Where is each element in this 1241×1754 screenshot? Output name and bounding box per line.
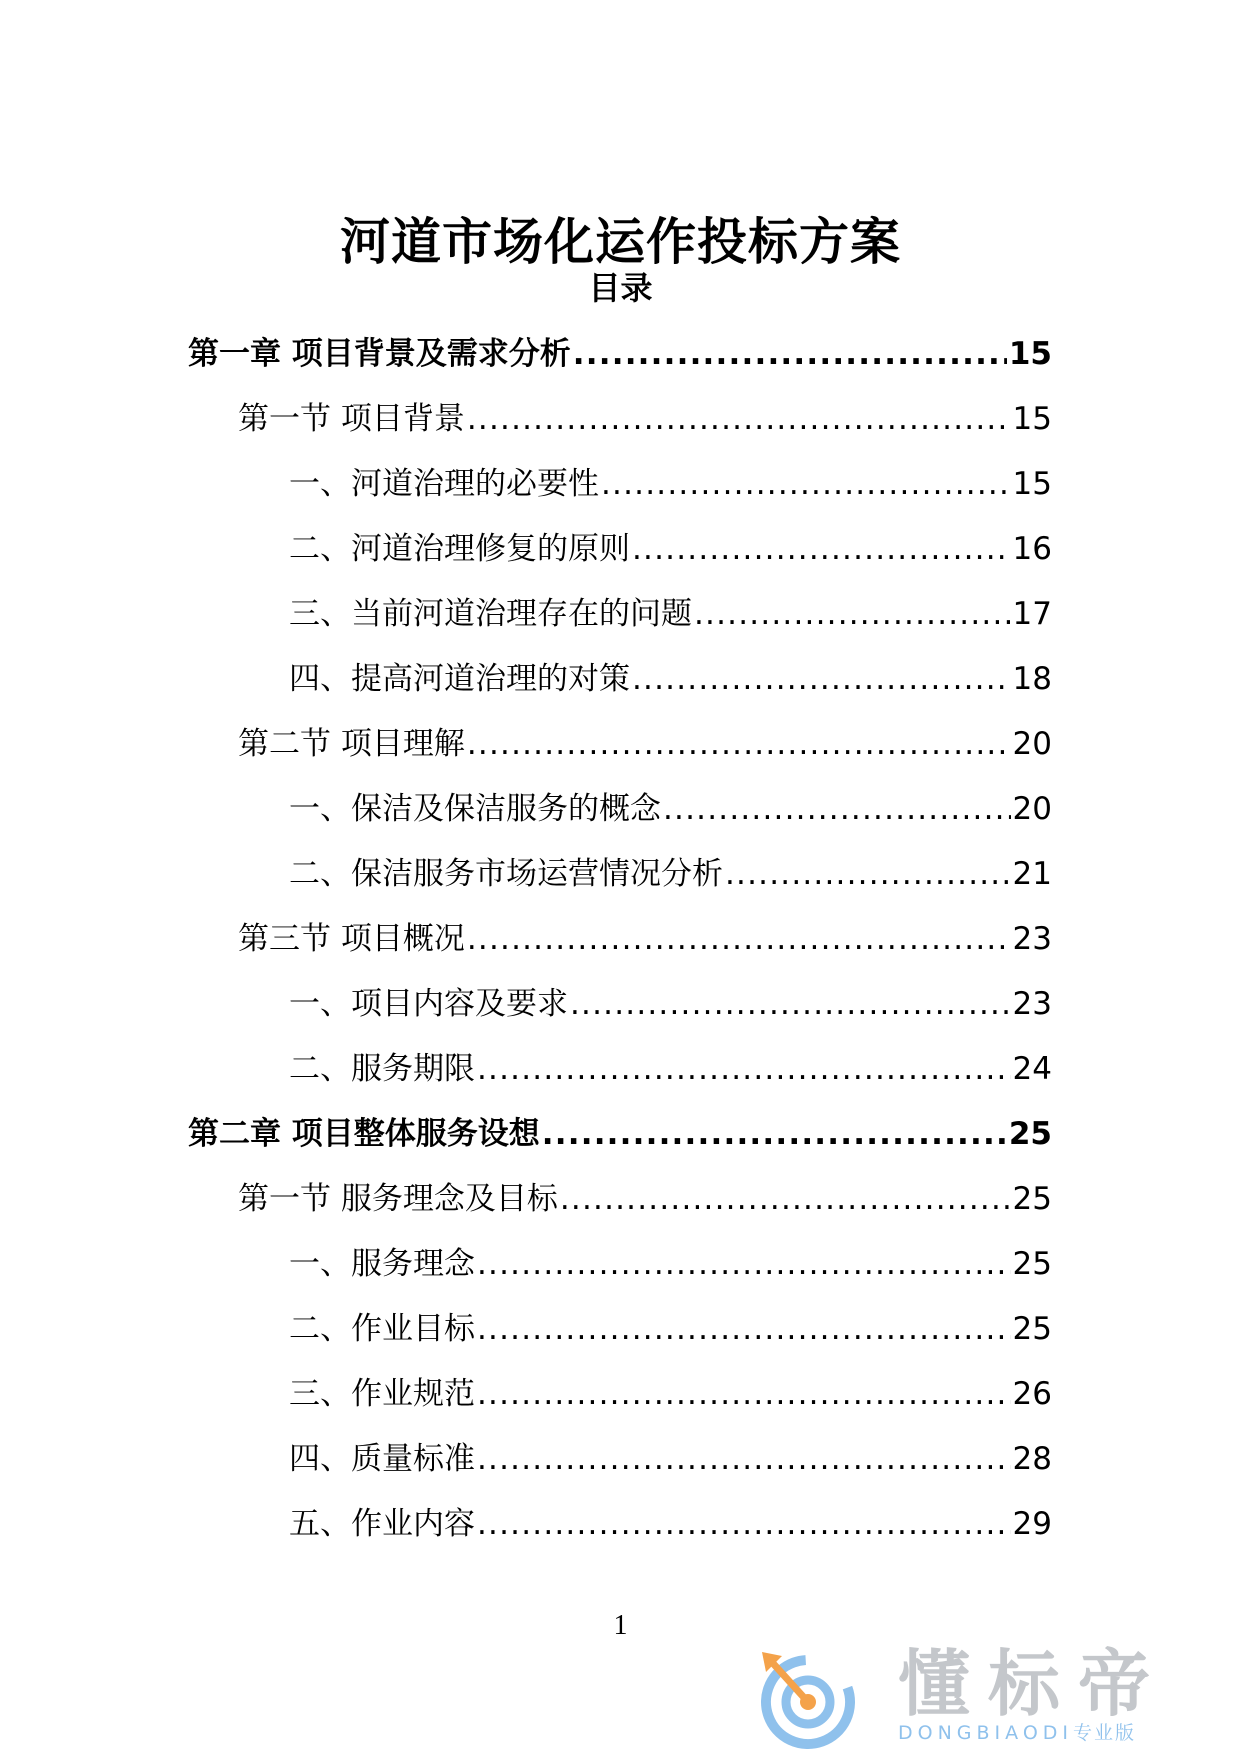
toc-entry-page: 25 xyxy=(1012,1311,1052,1347)
watermark-edition: 专业版 xyxy=(1073,1722,1137,1744)
toc-entry-page: 20 xyxy=(1012,791,1052,827)
toc-entry-title: 一、河道治理的必要性 xyxy=(289,466,599,502)
toc-entry[interactable] xyxy=(188,782,1052,847)
dot-leader xyxy=(477,1367,1011,1421)
toc-entry-page: 20 xyxy=(1012,726,1052,762)
toc-entry-page: 29 xyxy=(1012,1506,1052,1542)
dot-leader xyxy=(467,717,1011,771)
page-number: 1 xyxy=(613,1610,628,1641)
watermark-latin: DONGBIAODI xyxy=(898,1722,1074,1744)
toc-entry[interactable] xyxy=(188,847,1052,912)
target-logo-icon xyxy=(748,1638,868,1750)
watermark-name: 懂标帝 xyxy=(898,1642,1169,1726)
toc-entry[interactable] xyxy=(188,587,1052,652)
toc-entry-page: 15 xyxy=(1008,336,1052,372)
toc-entry-title: 第一节 服务理念及目标 xyxy=(238,1181,558,1217)
toc-entry-title: 第一章 项目背景及需求分析 xyxy=(188,336,571,372)
toc-entry-title: 一、项目内容及要求 xyxy=(289,986,568,1022)
toc-entry[interactable] xyxy=(188,1107,1052,1172)
toc-entry-title: 第一节 项目背景 xyxy=(238,401,465,437)
dot-leader xyxy=(632,652,1011,706)
toc-entry[interactable] xyxy=(188,392,1052,457)
toc-entry[interactable] xyxy=(188,327,1052,392)
toc-entry-page: 26 xyxy=(1012,1376,1052,1412)
toc-entry-title: 四、提高河道治理的对策 xyxy=(289,661,630,697)
toc-entry[interactable] xyxy=(188,1432,1052,1497)
toc-entry[interactable] xyxy=(188,977,1052,1042)
toc-entry-page: 21 xyxy=(1012,856,1052,892)
toc-entry-page: 18 xyxy=(1012,661,1052,697)
dot-leader xyxy=(694,587,1011,641)
dot-leader xyxy=(467,392,1011,446)
toc-entry-title: 二、保洁服务市场运营情况分析 xyxy=(289,856,723,892)
toc-entry-title: 一、服务理念 xyxy=(289,1246,475,1282)
toc-entry[interactable] xyxy=(188,717,1052,782)
toc-entry-title: 第二节 项目理解 xyxy=(238,726,465,762)
toc-entry-title: 一、保洁及保洁服务的概念 xyxy=(289,791,661,827)
toc-entry-page: 25 xyxy=(1008,1116,1052,1152)
toc-entry[interactable] xyxy=(188,1497,1052,1562)
toc-entry-page: 23 xyxy=(1012,986,1052,1022)
watermark xyxy=(748,1638,1218,1748)
toc-entry[interactable] xyxy=(188,522,1052,587)
dot-leader xyxy=(477,1237,1011,1291)
dot-leader xyxy=(601,457,1011,511)
toc-entry-title: 二、作业目标 xyxy=(289,1311,475,1347)
document-title: 河道市场化运作投标方案 xyxy=(340,212,901,271)
toc-entry[interactable] xyxy=(188,1172,1052,1237)
toc-entry[interactable] xyxy=(188,1302,1052,1367)
toc-entry-page: 15 xyxy=(1012,466,1052,502)
dot-leader xyxy=(477,1497,1011,1551)
toc-entry-page: 16 xyxy=(1012,531,1052,567)
dot-leader xyxy=(477,1042,1011,1096)
toc-entry-title: 第三节 项目概况 xyxy=(238,921,465,957)
toc-entry-title: 五、作业内容 xyxy=(289,1506,475,1542)
toc-entry-title: 三、作业规范 xyxy=(289,1376,475,1412)
toc-entry[interactable] xyxy=(188,1237,1052,1302)
dot-leader xyxy=(632,522,1011,576)
toc-entry-title: 二、服务期限 xyxy=(289,1051,475,1087)
toc-entry-page: 24 xyxy=(1012,1051,1052,1087)
dot-leader xyxy=(663,782,1011,836)
dot-leader xyxy=(560,1172,1011,1226)
toc-entry-page: 23 xyxy=(1012,921,1052,957)
table-of-contents xyxy=(188,327,1052,1562)
dot-leader xyxy=(725,847,1011,901)
dot-leader xyxy=(542,1107,1007,1161)
toc-entry[interactable] xyxy=(188,652,1052,717)
toc-entry-title: 二、河道治理修复的原则 xyxy=(289,531,630,567)
dot-leader xyxy=(467,912,1011,966)
toc-entry-page: 25 xyxy=(1012,1181,1052,1217)
toc-heading: 目录 xyxy=(588,269,653,307)
dot-leader xyxy=(573,327,1007,381)
dot-leader xyxy=(477,1302,1011,1356)
toc-entry[interactable] xyxy=(188,1367,1052,1432)
watermark-subtitle xyxy=(898,1722,1136,1744)
toc-entry[interactable] xyxy=(188,1042,1052,1107)
toc-entry-title: 第二章 项目整体服务设想 xyxy=(188,1116,540,1152)
dot-leader xyxy=(570,977,1011,1031)
toc-entry-page: 17 xyxy=(1012,596,1052,632)
toc-entry[interactable] xyxy=(188,457,1052,522)
toc-entry-page: 28 xyxy=(1012,1441,1052,1477)
dot-leader xyxy=(477,1432,1011,1486)
toc-entry[interactable] xyxy=(188,912,1052,977)
toc-entry-title: 四、质量标准 xyxy=(289,1441,475,1477)
toc-entry-page: 25 xyxy=(1012,1246,1052,1282)
toc-entry-title: 三、当前河道治理存在的问题 xyxy=(289,596,692,632)
toc-entry-page: 15 xyxy=(1012,401,1052,437)
